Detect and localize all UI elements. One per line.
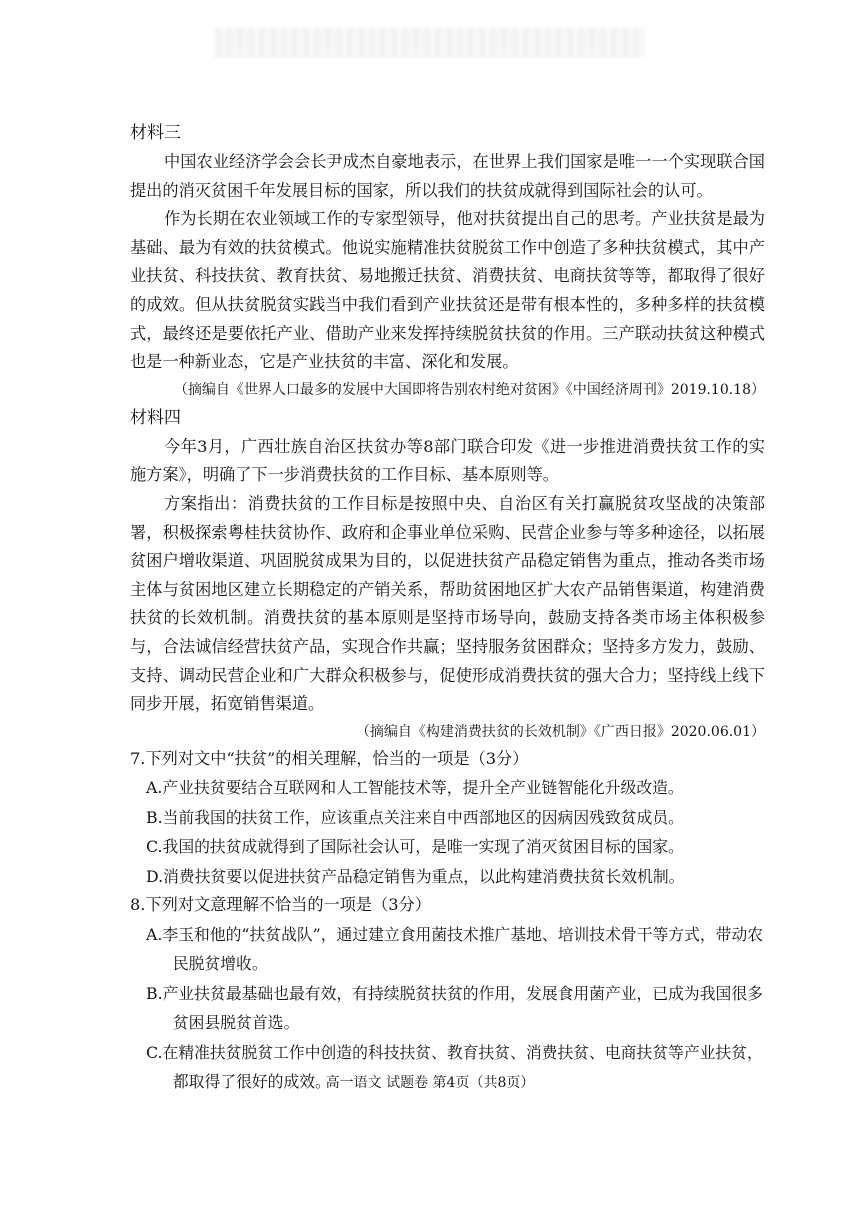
material3-source: （摘编自《世界人口最多的发展中大国即将告别农村绝对贫困》《中国经济周刊》2019.10.18） xyxy=(173,381,765,398)
material4-paragraph-1: 今年3月，广西壮族自治区扶贫办等8部门联合印发《进一步推进消费扶贫工作的实施方案》，明确了下一步消费扶贫的工作目标、基本原则等。 xyxy=(130,436,765,485)
material3-paragraph-2: 作为长期在农业领域工作的专家型领导，他对扶贫提出自己的思考。产业扶贫是最为基础、最为有效的扶贫模式。他说实施精准扶贫脱贫工作中创造了多种扶贫模式，其中产业扶贫、科技扶贫、教育扶贫、易地搬迁扶贫、消费扶贫、电商扶贫等等，都取得了很好的成效。但从扶贫脱贫实践当中我们看到产业扶贫还是带有根本性的，多种多样的扶贫模式，最终还是要依托产业、借助产业来发挥持续脱贫扶贫的作用。三产联动扶贫这种模式也是一种新业态，它是产业扶贫的丰富、深化和发展。 xyxy=(130,209,765,372)
material3-label: 材料三 xyxy=(130,123,181,143)
question-7-stem: 7.下列对文中“扶贫”的相关理解，恰当的一项是（3分） xyxy=(130,748,529,768)
material4-source: （摘编自《构建消费扶贫的长效机制》《广西日报》2020.06.01） xyxy=(355,723,765,740)
material4-paragraph-2: 方案指出：消费扶贫的工作目标是按照中央、自治区有关打赢脱贫攻坚战的决策部署，积极探索粤桂扶贫协作、政府和企事业单位采购、民营企业参与等多种途径，以拓展贫困户增收渠道、巩固脱贫成果为目的，以促进扶贫产品稳定销售为重点，推动各类市场主体与贫困地区建立长期稳定的产销关系，帮助贫困地区扩大农产品销售渠道，构建消费扶贫的长效机制。消费扶贫的基本原则是坚持市场导向，鼓励支持各类市场主体积极参与，合法诚信经营扶贫产品，实现合作共赢；坚持服务贫困群众；坚持多方发力，鼓励、支持、调动民营企业和广大群众积极参与，促使形成消费扶贫的强大合力；坚持线上线下同步开展，拓宽销售渠道。 xyxy=(130,493,765,714)
question-7-option-b: B.当前我国的扶贫工作，应该重点关注来自中西部地区的因病因残致贫成员。 xyxy=(146,807,684,827)
exam-page-content xyxy=(130,118,765,1097)
question-7-option-d: D.消费扶贫要以促进扶贫产品稳定销售为重点，以此构建消费扶贫长效机制。 xyxy=(146,866,685,886)
question-8-option-a: A.李玉和他的“扶贫战队”，通过建立食用菌技术推广基地、培训技术骨干等方式，带动农民脱贫增收。 xyxy=(146,924,764,974)
question-7-option-c: C.我国的扶贫成就得到了国际社会认可，是唯一实现了消灭贫困目标的国家。 xyxy=(146,837,684,857)
question-7-option-a: A.产业扶贫要结合互联网和人工智能技术等，提升全产业链智能化升级改造。 xyxy=(146,778,684,798)
bleed-through-header xyxy=(215,28,645,58)
question-8-option-c: C.在精准扶贫脱贫工作中创造的科技扶贫、教育扶贫、消费扶贫、电商扶贫等产业扶贫，都取得了很好的成效。 xyxy=(146,1042,763,1092)
material3-paragraph-1: 中国农业经济学会会长尹成杰自豪地表示，在世界上我们国家是唯一一个实现联合国提出的消灭贫困千年发展目标的国家，所以我们的扶贫成就得到国际社会的认可。 xyxy=(130,152,765,200)
material4-label: 材料四 xyxy=(130,407,181,428)
question-8-option-b: B.产业扶贫最基础也最有效，有持续脱贫扶贫的作用，发展食用菌产业，已成为我国很多贫困县脱贫首选。 xyxy=(146,983,763,1033)
page-footer: 高一语文 试题卷 第4页（共8页） xyxy=(325,1075,535,1091)
question-8-stem: 8.下列对文意理解不恰当的一项是（3分） xyxy=(130,895,431,915)
